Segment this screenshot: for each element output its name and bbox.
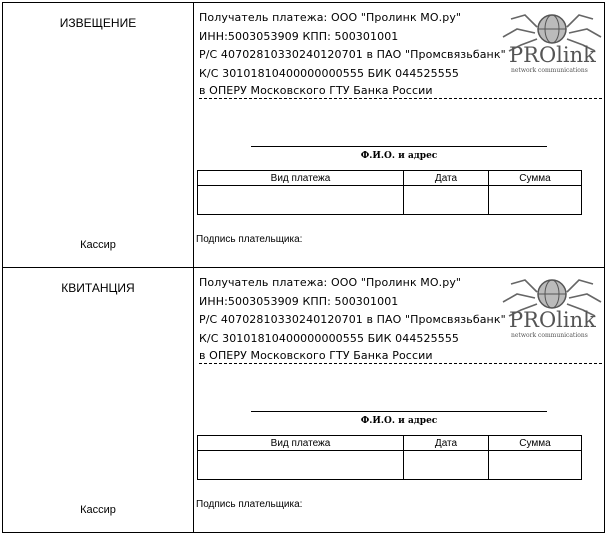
receipt-details xyxy=(194,268,604,532)
amount-header: Сумма xyxy=(489,436,582,451)
notice-left-column xyxy=(3,3,194,267)
logo-tagline: network communications xyxy=(511,67,588,74)
corr-bik-line: К/С 30101810400000000555 БИК 044525555 xyxy=(199,332,460,345)
amount-header: Сумма xyxy=(489,171,582,186)
date-cell[interactable] xyxy=(404,451,489,480)
date-cell[interactable] xyxy=(404,186,489,215)
logo-brand-text: PROlink xyxy=(509,308,596,332)
notice-title: ИЗВЕЩЕНИЕ xyxy=(59,16,137,30)
payment-type-header: Вид платежа xyxy=(198,436,404,451)
payer-signature-label: Подпись плательщика: xyxy=(196,499,303,510)
date-header: Дата xyxy=(404,171,489,186)
notice-details xyxy=(194,3,604,267)
payment-table xyxy=(197,170,582,215)
payer-signature-label: Подпись плательщика: xyxy=(196,234,303,245)
account-line: Р/С 40702810330240120701 в ПАО "Промсвязьбанк" xyxy=(199,48,506,61)
payment-type-cell[interactable] xyxy=(198,186,404,215)
fio-signature-line xyxy=(251,411,547,412)
fio-address-label: Ф.И.О. и адрес xyxy=(360,416,438,426)
account-line: Р/С 40702810330240120701 в ПАО "Промсвязьбанк" xyxy=(199,313,506,326)
dashed-divider xyxy=(199,363,602,364)
logo-brand-text: PROlink xyxy=(509,43,596,67)
inn-kpp-line: ИНН:5003053909 КПП: 500301001 xyxy=(199,295,399,308)
dashed-divider xyxy=(199,98,602,99)
inn-kpp-line: ИНН:5003053909 КПП: 500301001 xyxy=(199,30,399,43)
notice-section xyxy=(3,3,604,268)
fio-signature-line xyxy=(251,146,547,147)
date-header: Дата xyxy=(404,436,489,451)
receipt-title: КВИТАНЦИЯ xyxy=(61,281,135,295)
amount-cell[interactable] xyxy=(489,451,582,480)
notice-cashier-label: Кассир xyxy=(80,239,116,251)
corr-bik-line: К/С 30101810400000000555 БИК 044525555 xyxy=(199,67,460,80)
payment-form xyxy=(2,2,605,533)
bank-branch-line: в ОПЕРУ Московского ГТУ Банка России xyxy=(199,84,433,97)
recipient-line: Получатель платежа: ООО "Пролинк МО.ру" xyxy=(199,276,462,289)
receipt-cashier-label: Кассир xyxy=(80,504,116,516)
amount-cell[interactable] xyxy=(489,186,582,215)
payment-type-header: Вид платежа xyxy=(198,171,404,186)
receipt-section xyxy=(3,268,604,532)
payment-type-cell[interactable] xyxy=(198,451,404,480)
recipient-line: Получатель платежа: ООО "Пролинк МО.ру" xyxy=(199,11,462,24)
bank-branch-line: в ОПЕРУ Московского ГТУ Банка России xyxy=(199,349,433,362)
logo-tagline: network communications xyxy=(511,332,588,339)
payment-table xyxy=(197,435,582,480)
receipt-left-column xyxy=(3,268,194,532)
fio-address-label: Ф.И.О. и адрес xyxy=(360,151,438,161)
